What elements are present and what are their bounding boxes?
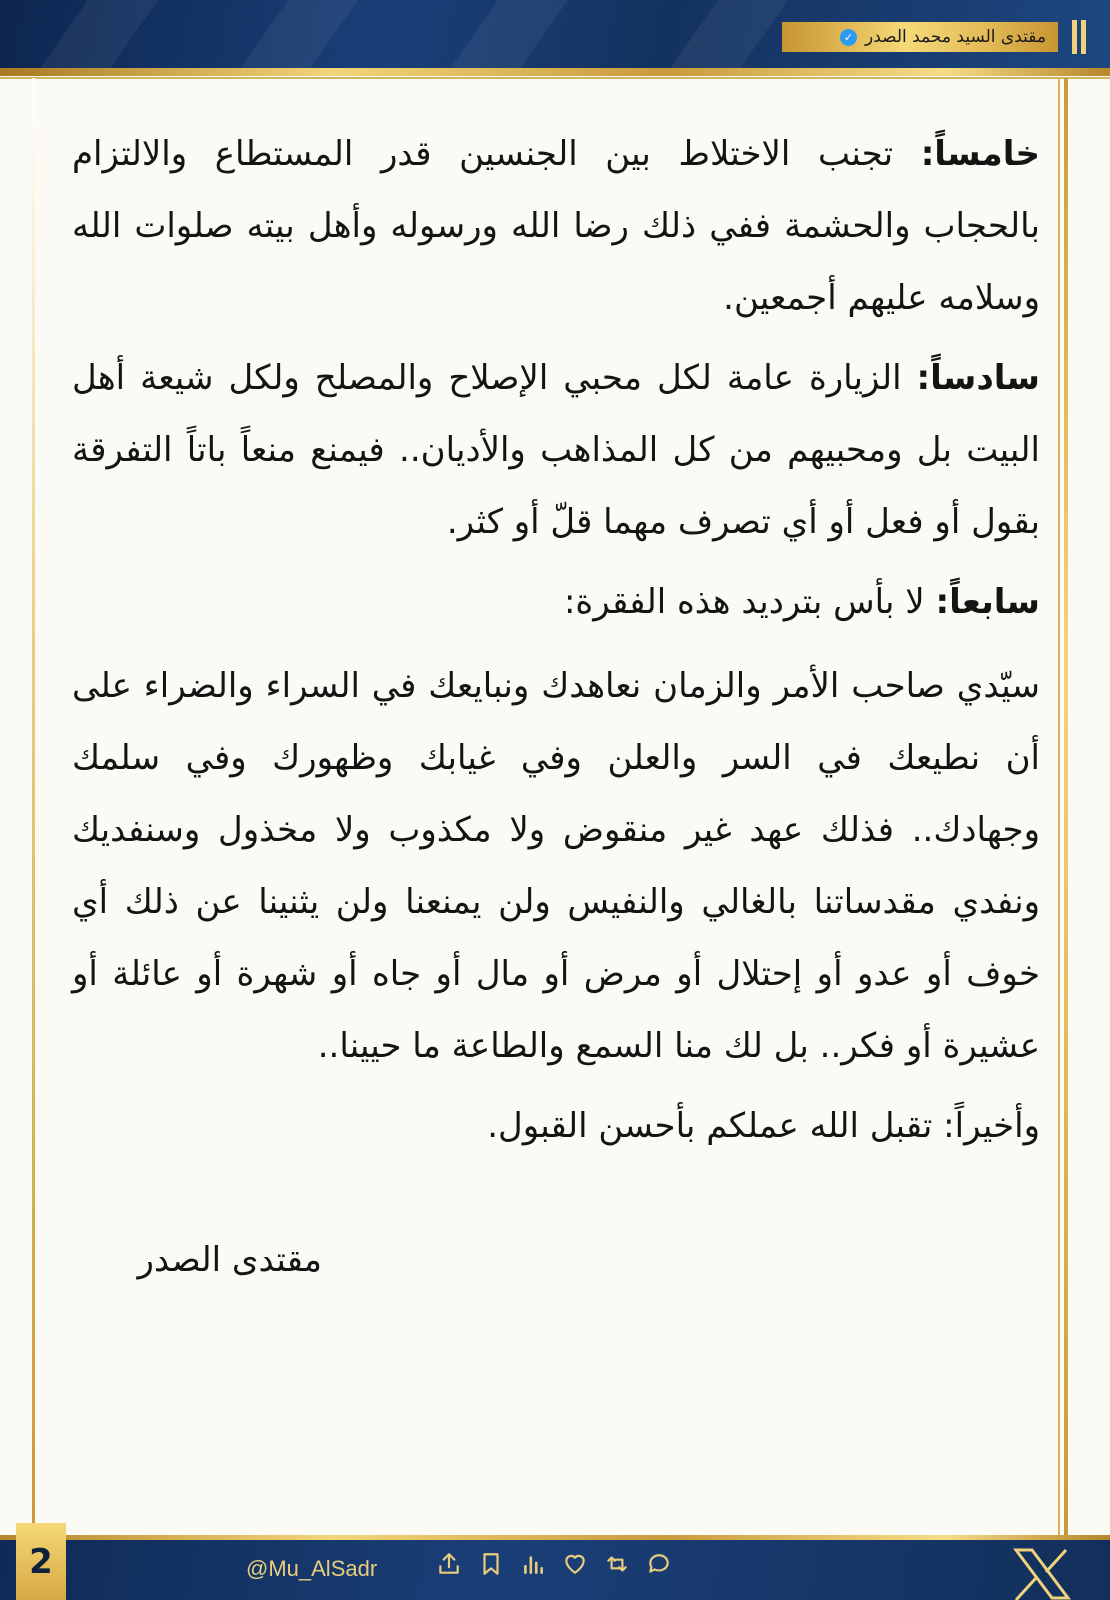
statement-body — [72, 118, 1040, 1170]
paragraph-sixth — [72, 342, 1040, 558]
paragraph-text: لا بأس بترديد هذه الفقرة: — [563, 582, 936, 622]
x-logo-icon — [1012, 1548, 1072, 1600]
right-gold-frame-thin — [1058, 78, 1060, 1536]
pledge-text: سيّدي صاحب الأمر والزمان نعاهدك ونبايعك في السراء والضراء على أن نطيعك في السر والعلن وفي غيابك وظهورك وفي سلمك وجهادك.. فذلك عهد غير منقوض ولا مكذوب ولا مخذول وسنفديك ونفدي مقدساتنا بالغالي والنفيس ولن يمنعنا ولن يثنينا عن ذلك أي خوف أو عدو أو إحتلال أو مرض أو مال أو جاه أو شهرة أو عائلة أو عشيرة أو فكر.. بل لك منا السمع والطاعة ما حيينا.. — [72, 666, 1040, 1066]
post-action-icons — [436, 1551, 672, 1577]
paragraph-text: تجنب الاختلاط بين الجنسين قدر المستطاع والالتزام بالحجاب والحشمة ففي ذلك رضا الله ورسوله وأهل بيته صلوات الله وسلامه عليهم أجمعين. — [72, 134, 1040, 318]
paragraph-text: الزيارة عامة لكل محبي الإصلاح والمصلح ولكل شيعة أهل البيت بل ومحبيهم من كل المذاهب والأديان.. فيمنع منعاً باتاً التفرقة بقول أو فعل أو أي تصرف مهما قلّ أو كثر. — [72, 358, 1040, 542]
reply-icon[interactable] — [646, 1551, 672, 1577]
twitter-handle[interactable]: @Mu_AlSadr — [246, 1556, 378, 1581]
right-gold-frame — [1064, 78, 1068, 1536]
header-gold-line — [0, 68, 1110, 76]
decorative-bars — [1072, 20, 1086, 54]
repost-icon[interactable] — [604, 1551, 630, 1577]
paragraph-label: سابعاً: — [935, 582, 1040, 622]
account-name-plate[interactable] — [782, 22, 1058, 52]
account-name: مقتدى السيد محمد الصدر — [864, 27, 1046, 47]
share-icon[interactable] — [436, 1551, 462, 1577]
stats-icon[interactable] — [520, 1551, 546, 1577]
signature: مقتدى الصدر — [137, 1240, 322, 1280]
paragraph-label: خامساً: — [920, 134, 1040, 174]
page-number: 2 — [16, 1523, 66, 1600]
verified-badge-icon: ✓ — [840, 29, 857, 46]
paragraph-fifth — [72, 118, 1040, 334]
left-gold-frame — [32, 78, 35, 1528]
bar — [1081, 20, 1086, 54]
paragraph-seventh — [72, 566, 1040, 638]
paragraph-label: سادساً: — [916, 358, 1040, 398]
header-streak — [18, 0, 172, 70]
header-streak — [218, 0, 372, 70]
bookmark-icon[interactable] — [478, 1551, 504, 1577]
header-streak — [428, 0, 582, 70]
header-gold-line-thin — [0, 77, 1110, 79]
bar — [1072, 20, 1077, 54]
like-icon[interactable] — [562, 1551, 588, 1577]
closing-text: وأخيراً: تقبل الله عملكم بأحسن القبول. — [487, 1106, 1040, 1146]
header-streak — [648, 0, 802, 70]
